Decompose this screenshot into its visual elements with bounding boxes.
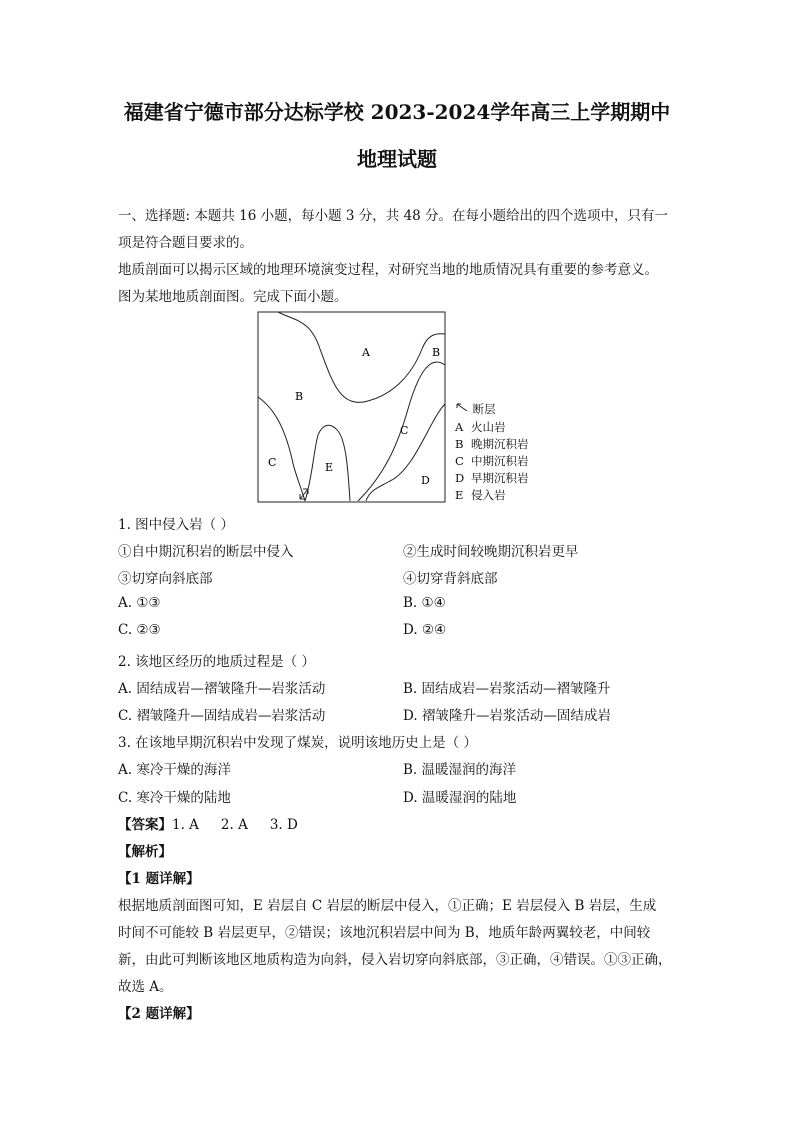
legend-item-e: E 侵入岩	[455, 488, 506, 502]
figure-frame	[258, 312, 445, 502]
q1-detail-line-1: 根据地质剖面图可知，E 岩层自 C 岩层的断层中侵入，①正确；E 岩层侵入 B 岩层，生成	[118, 898, 657, 914]
q2-option-b: B. 固结成岩—岩浆活动—褶皱隆升	[403, 681, 611, 697]
answer-2: 2. A	[220, 817, 248, 833]
legend-item-a: A 火山岩	[455, 420, 506, 434]
q2-stem: 2. 该地区经历的地质过程是（ ）	[118, 654, 315, 670]
page-subtitle: 地理试题	[357, 147, 437, 171]
q1-detail-line-3: 新，由此可判断该地区地质构造为向斜，侵入岩切穿向斜底部，③正确，④错误。①③正确，	[118, 952, 672, 968]
label-c-left: C	[268, 456, 277, 469]
q3-option-d: D. 温暖湿润的陆地	[403, 790, 517, 806]
answer-3: 3. D	[269, 817, 298, 833]
q1-statement-1: ①自中期沉积岩的断层中侵入	[118, 544, 294, 560]
q3-option-b: B. 温暖湿润的海洋	[403, 762, 517, 778]
q1-option-b: B. ①④	[403, 595, 446, 611]
q2-option-d: D. 褶皱隆升—岩浆活动—固结成岩	[403, 708, 611, 724]
geologic-profile-figure	[250, 309, 450, 505]
q3-option-a: A. 寒冷干燥的海洋	[118, 762, 231, 778]
analysis-label: 【解析】	[118, 844, 172, 860]
label-d: D	[421, 474, 430, 487]
q2-detail-label: 【2 题详解】	[118, 1006, 200, 1022]
q2-option-c: C. 褶皱隆升—固结成岩—岩浆活动	[118, 708, 326, 724]
legend-text: 断层	[472, 402, 496, 416]
q1-stem: 1. 图中侵入岩（ ）	[118, 517, 234, 533]
q1-statement-3: ③切穿向斜底部	[118, 571, 213, 587]
answer-1: 1. A	[172, 817, 199, 833]
q3-option-c: C. 寒冷干燥的陆地	[118, 790, 231, 806]
fault-arrow-icon	[455, 402, 469, 413]
label-e: E	[325, 461, 334, 474]
legend-fault	[455, 401, 496, 417]
q1-option-a: A. ①③	[118, 595, 161, 611]
section-instructions-cont: 项是符合题目要求的。	[118, 235, 253, 251]
legend-item-b: B 晚期沉积岩	[455, 437, 529, 451]
question-stem: 地质剖面可以揭示区域的地理环境演变过程，对研究当地的地质情况具有重要的参考意义。	[118, 262, 658, 278]
label-b-right: B	[432, 346, 441, 359]
label-c-right: C	[400, 424, 409, 437]
answer-line	[118, 813, 298, 833]
section-instructions: 一、选择题: 本题共 16 小题，每小题 3 分，共 48 分。在每小题给出的四个选项中，只有一	[118, 208, 669, 224]
page-title: 福建省宁德市部分达标学校 2023-2024学年高三上学期期中	[123, 100, 671, 124]
q2-option-a: A. 固结成岩—褶皱隆升—岩浆活动	[118, 681, 326, 697]
q1-option-d: D. ②④	[403, 622, 447, 638]
legend-item-d: D 早期沉积岩	[455, 471, 529, 485]
q1-statement-2: ②生成时间较晚期沉积岩更早	[403, 544, 579, 560]
q3-stem: 3. 在该地早期沉积岩中发现了煤炭，说明该地历史上是（ ）	[118, 735, 477, 751]
q1-option-c: C. ②③	[118, 622, 161, 638]
q1-detail-line-2: 时间不可能较 B 岩层更早，②错误；该地沉积岩层中间为 B，地质年龄两翼较老，中间较	[118, 925, 651, 941]
q1-detail-line-4: 故选 A。	[118, 979, 173, 995]
legend-item-c: C 中期沉积岩	[455, 454, 529, 468]
q1-statement-4: ④切穿背斜底部	[403, 571, 498, 587]
q1-detail-label: 【1 题详解】	[118, 871, 200, 887]
label-a: A	[362, 346, 370, 359]
answer-label: 【答案】	[118, 817, 172, 833]
label-b-left: B	[295, 390, 304, 403]
question-stem-cont: 图为某地地质剖面图。完成下面小题。	[118, 289, 348, 305]
